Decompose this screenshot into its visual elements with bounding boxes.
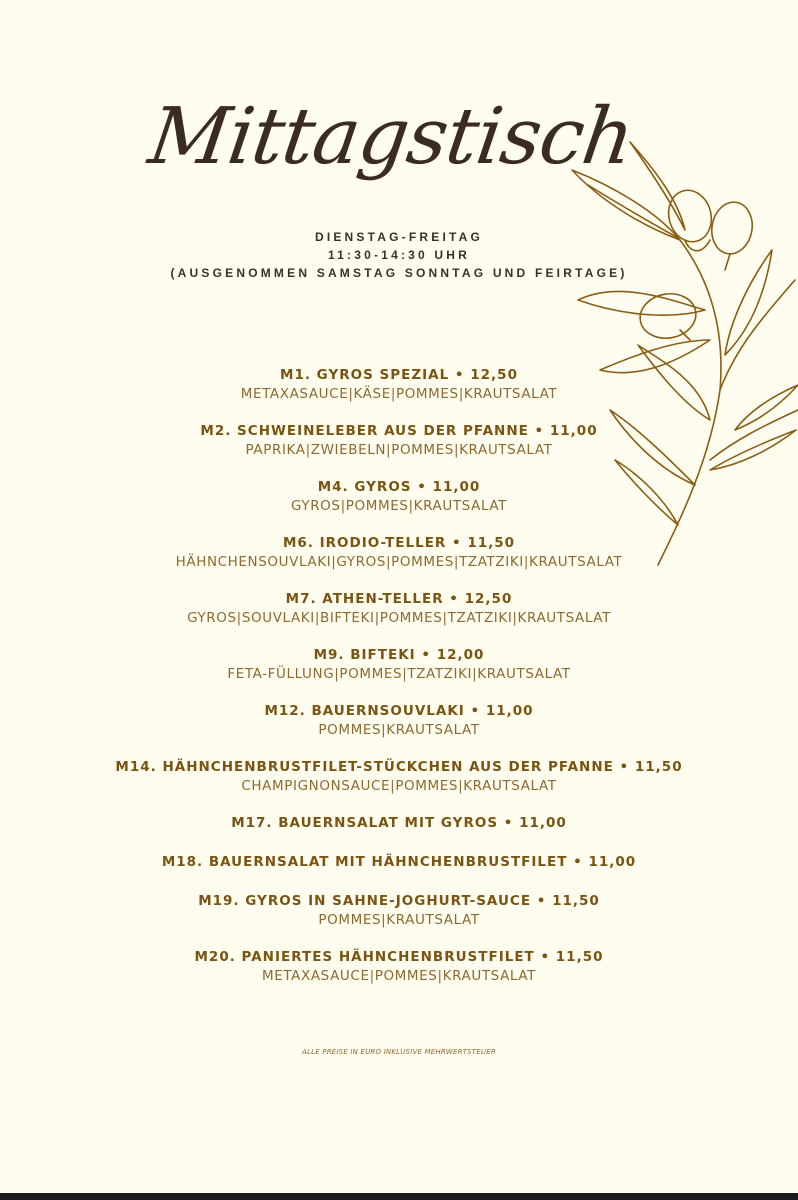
menu-item-name: M20. PANIERTES HÄHNCHENBRUSTFILET • 11,50	[194, 949, 604, 965]
menu-item-name: M1. GYROS SPEZIAL • 12,50	[280, 367, 518, 383]
bottom-bar	[0, 1193, 798, 1200]
price-footnote: ALLE PREISE IN EURO INKLUSIVE MEHRWERTSTEUER	[302, 1048, 496, 1056]
menu-item	[0, 366, 798, 404]
menu-item-name: M12. BAUERNSOUVLAKI • 11,00	[264, 703, 534, 719]
page-title: Mittagstisch	[143, 92, 639, 182]
menu-item-name: M9. BIFTEKI • 12,00	[313, 647, 485, 663]
menu-item-name: M17. BAUERNSALAT MIT GYROS • 11,00	[231, 815, 567, 831]
menu-item-name: M7. ATHEN-TELLER • 12,50	[285, 591, 513, 607]
menu-item	[0, 853, 798, 872]
menu-item	[0, 948, 798, 986]
menu-item-description: CHAMPIGNONSAUCE|POMMES|KRAUTSALAT	[241, 778, 557, 794]
menu-item-description: METAXASAUCE|POMMES|KRAUTSALAT	[261, 968, 536, 984]
menu-item	[0, 422, 798, 460]
menu-item-description: POMMES|KRAUTSALAT	[318, 912, 480, 928]
opening-hours: 11:30-14:30 UHR	[327, 248, 471, 262]
menu-item-description: GYROS|SOUVLAKI|BIFTEKI|POMMES|TZATZIKI|KRAUTSALAT	[187, 610, 611, 626]
menu-item	[0, 478, 798, 516]
menu-item-description: GYROS|POMMES|KRAUTSALAT	[290, 498, 508, 514]
menu-item-description: FETA-FÜLLUNG|POMMES|TZATZIKI|KRAUTSALAT	[227, 666, 571, 682]
menu-item	[0, 702, 798, 740]
menu-item	[0, 534, 798, 572]
menu-item-description: HÄHNCHENSOUVLAKI|GYROS|POMMES|TZATZIKI|KRAUTSALAT	[175, 554, 623, 570]
menu-item-name: M4. GYROS • 11,00	[317, 479, 481, 495]
menu-item-description: METAXASAUCE|KÄSE|POMMES|KRAUTSALAT	[240, 386, 558, 402]
menu-item	[0, 590, 798, 628]
menu-item-description: PAPRIKA|ZWIEBELN|POMMES|KRAUTSALAT	[245, 442, 553, 458]
menu-list	[0, 366, 798, 1004]
menu-item-name: M6. IRODIO-TELLER • 11,50	[282, 535, 516, 551]
menu-item	[0, 758, 798, 796]
opening-exception: (AUSGENOMMEN SAMSTAG SONNTAG UND FEIRTAGE)	[170, 266, 628, 280]
opening-days: DIENSTAG-FREITAG	[314, 230, 484, 244]
menu-item	[0, 646, 798, 684]
menu-item	[0, 892, 798, 930]
menu-item-name: M14. HÄHNCHENBRUSTFILET-STÜCKCHEN AUS DER PFANNE • 11,50	[115, 759, 683, 775]
menu-item	[0, 814, 798, 833]
menu-item-description: POMMES|KRAUTSALAT	[318, 722, 480, 738]
menu-item-name: M18. BAUERNSALAT MIT HÄHNCHENBRUSTFILET • 11,00	[161, 854, 637, 870]
menu-item-name: M19. GYROS IN SAHNE-JOGHURT-SAUCE • 11,50	[198, 893, 600, 909]
menu-item-name: M2. SCHWEINELEBER AUS DER PFANNE • 11,00	[200, 423, 598, 439]
